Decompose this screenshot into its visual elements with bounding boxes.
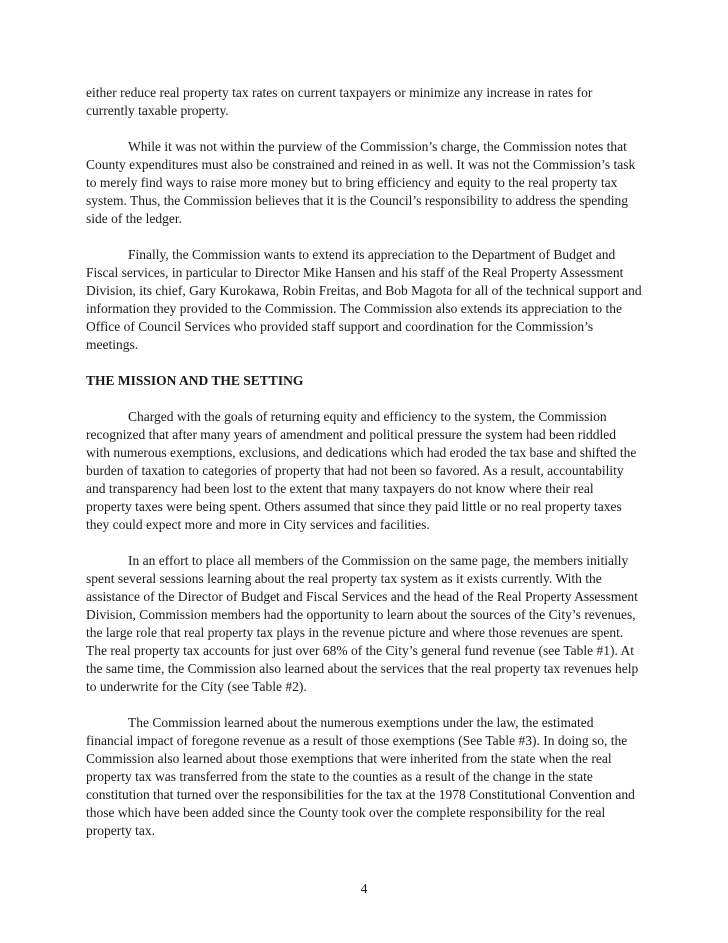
- paragraph-appreciation: Finally, the Commission wants to extend its appreciation to the Department of Budget and Fiscal services, in particular to Director Mike Hansen and his staff of the Real Property Assessment Division, its chief, Gary Kurokawa, Robin Freitas, and Bob Magota for all of the technical support and information they provided to the Commission. The Commission also extends its appreciation to the Office of Council Services who provided staff support and coordination for the Commission’s meetings.: [86, 247, 642, 352]
- page-number: 4: [360, 881, 368, 896]
- paragraph-learning: In an effort to place all members of the Commission on the same page, the members initially spent several sessions learning about the real property tax system as it exists currently. With the assistance of the Director of Budget and Fiscal Services and the head of the Real Property Assessment Division, Commission members had the opportunity to learn about the sources of the City’s revenues, the large role that real property tax plays in the revenue picture and where those revenues are spent. The real property tax accounts for just over 68% of the City’s general fund revenue (see Table #1). At the same time, the Commission also learned about the services that the real property tax revenues help to underwrite for the City (see Table #2).: [86, 553, 639, 694]
- paragraph-mission: Charged with the goals of returning equity and efficiency to the system, the Commission recognized that after many years of amendment and political pressure the system had been riddled with numerous exemptions, exclusions, and dedications which had eroded the tax base and shifted the burden of taxation to categories of property that had not been so favored. As a result, accountability and transparency had been lost to the extent that many taxpayers do not know where their real property taxes were being spent. Others assumed that since they paid little or no real property taxes they could expect more and more in City services and facilities.: [86, 409, 637, 532]
- paragraph-exemptions: The Commission learned about the numerous exemptions under the law, the estimated financial impact of foregone revenue as a result of those exemptions (See Table #3). In doing so, the Commission also learned about those exemptions that were inherited from the state when the real property tax was transferred from the state to the counties as a result of the change in the state constitution that turned over the responsibilities for the tax at the 1978 Constitutional Convention and those which have been added since the County took over the complete responsibility for the real property tax.: [86, 715, 635, 838]
- paragraph-continuation: either reduce real property tax rates on current taxpayers or minimize any increase in rates for currently taxable property.: [86, 85, 593, 118]
- section-heading: THE MISSION AND THE SETTING: [86, 373, 304, 388]
- paragraph-expenditures: While it was not within the purview of the Commission’s charge, the Commission notes that County expenditures must also be constrained and reined in as well. It was not the Commission’s task to merely find ways to raise more money but to bring efficiency and equity to the real property tax system. Thus, the Commission believes that it is the Council’s responsibility to address the spending side of the ledger.: [86, 139, 636, 226]
- document-body: [86, 84, 642, 858]
